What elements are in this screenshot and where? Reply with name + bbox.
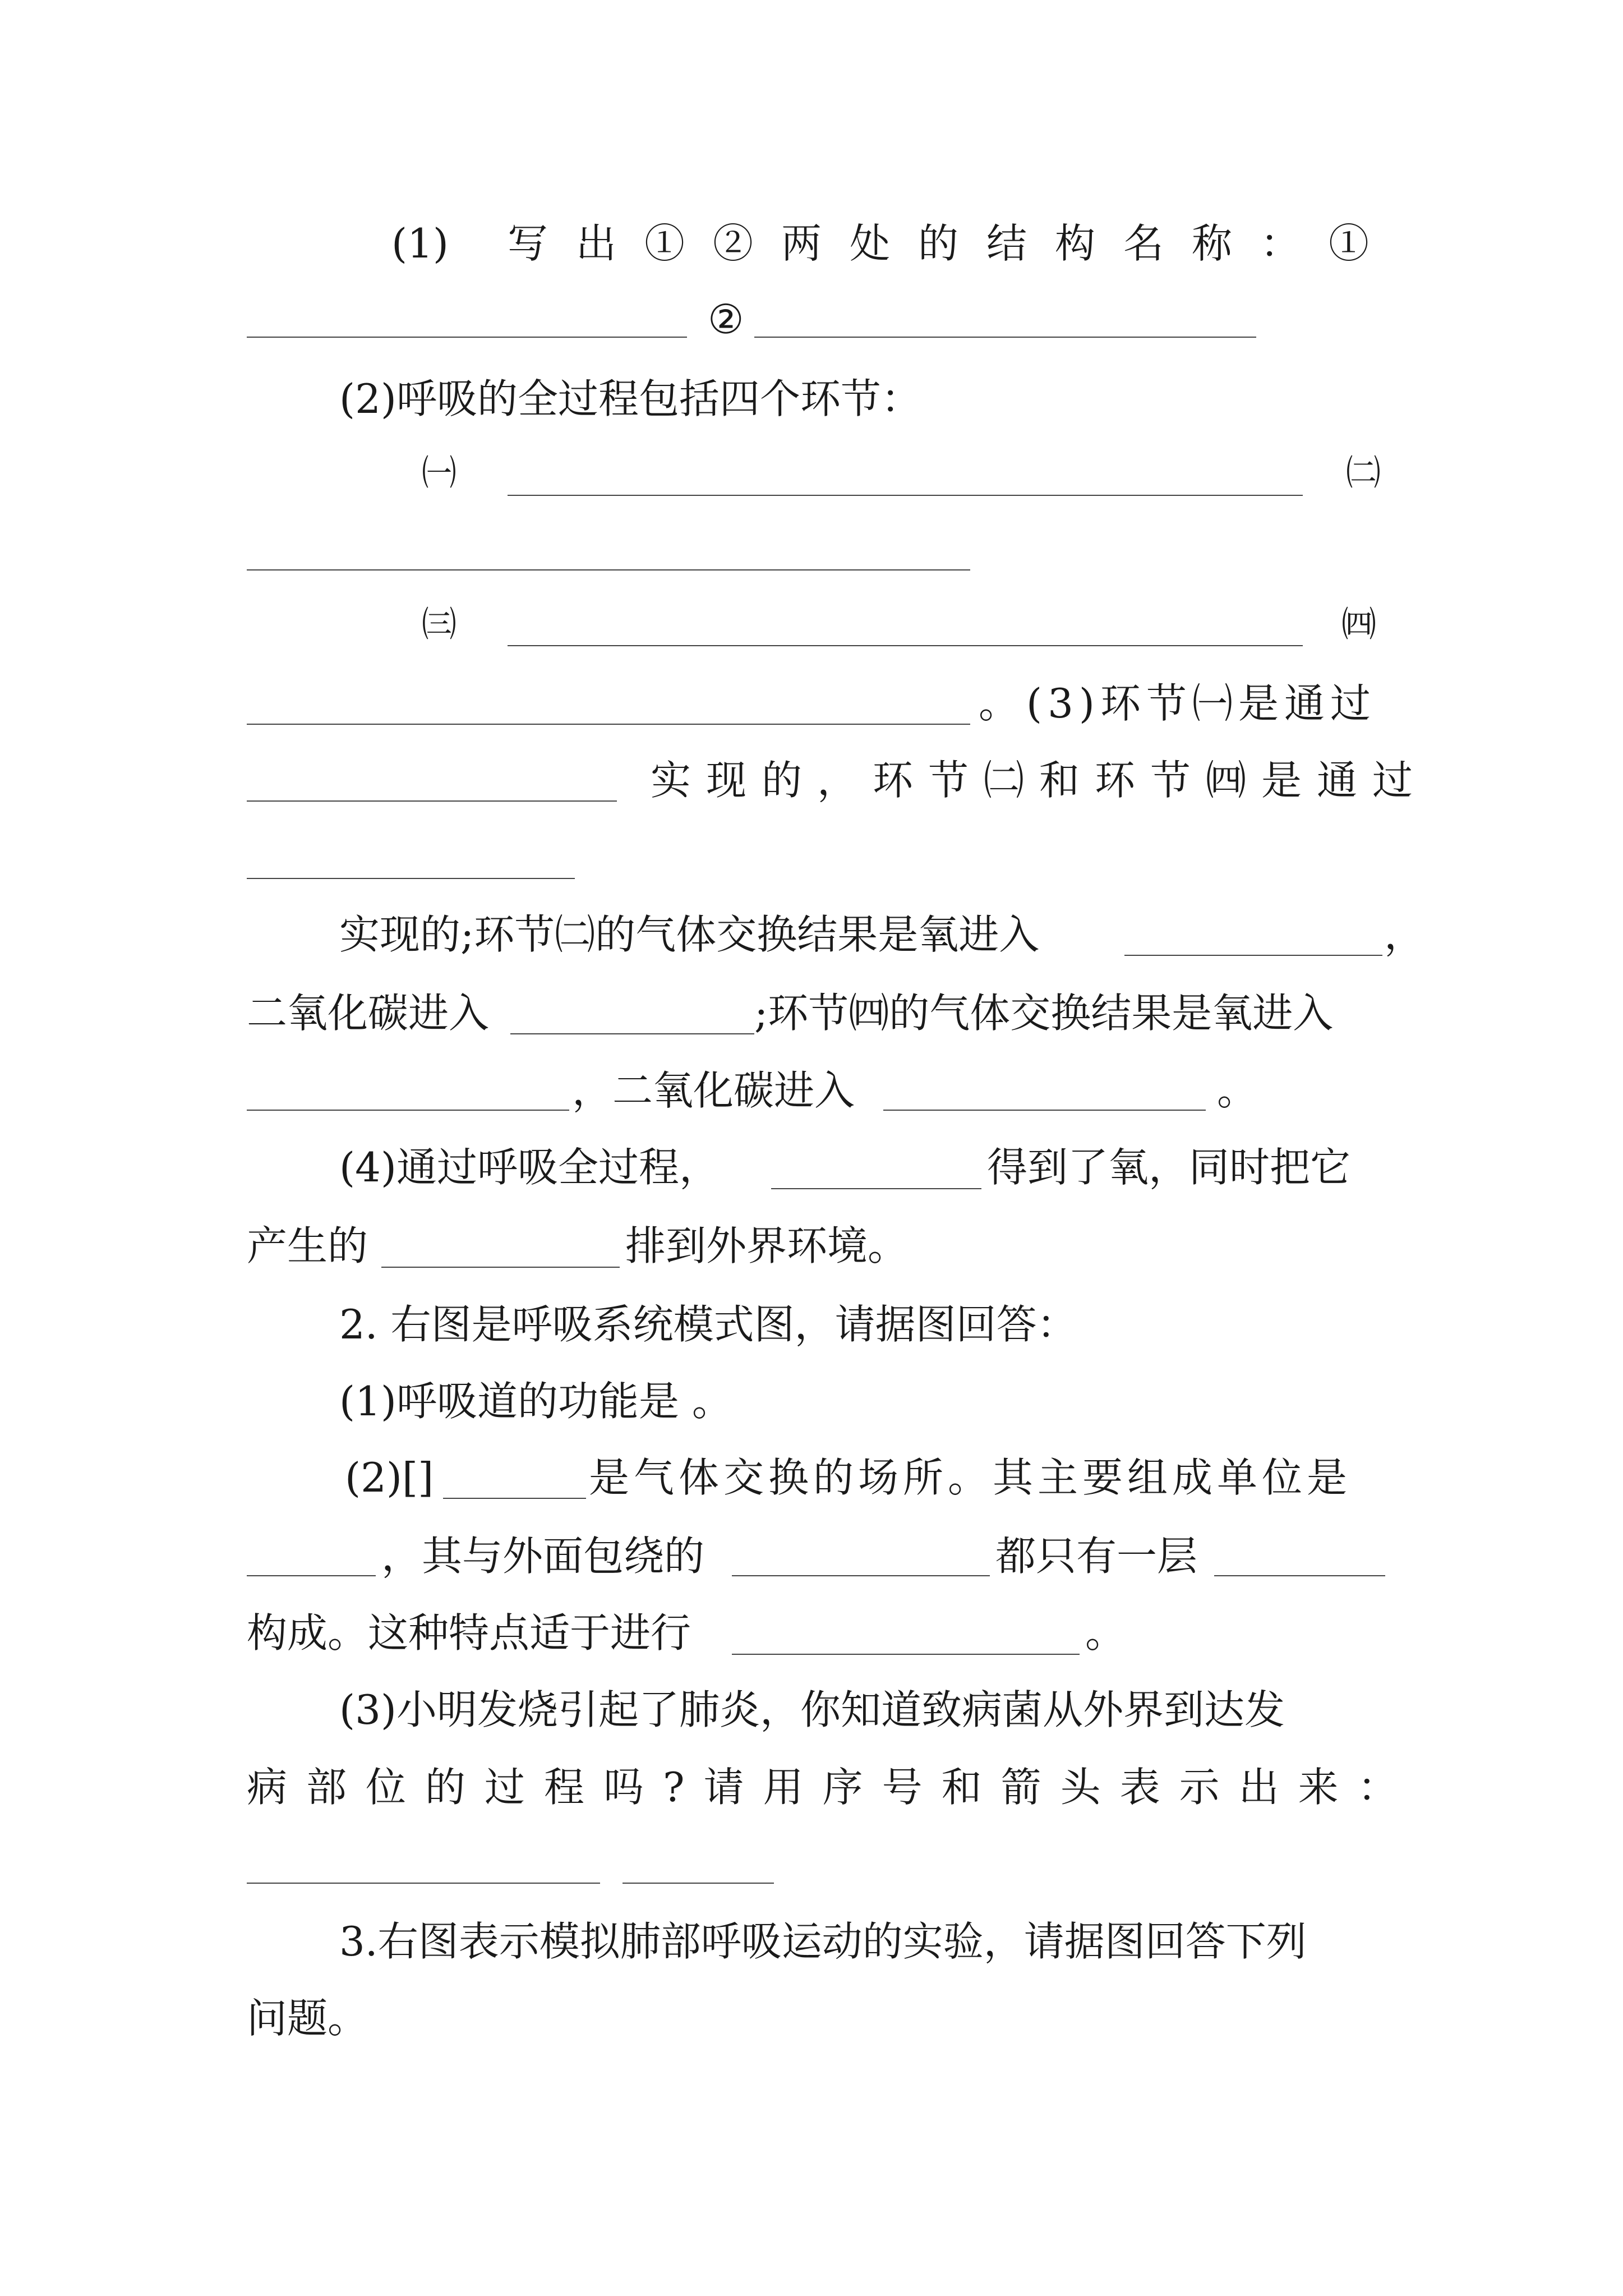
- q1-sub3-b-line: [651, 757, 1428, 804]
- q2-sub2-a: (2)[]: [345, 1454, 434, 1501]
- q1-sub4-b: 得到了氧，同时把它: [987, 1144, 1351, 1191]
- q2-sub3-a-line: [339, 1686, 1285, 1733]
- q1-sub3-comma-line: [1384, 911, 1425, 958]
- answer-blank-surrounding[interactable]: [732, 1575, 990, 1576]
- answer-blank-suited-for[interactable]: [732, 1654, 1080, 1655]
- step-1-label: ㈠: [422, 452, 457, 493]
- answer-blank-co2-into-1[interactable]: [510, 1033, 754, 1034]
- q2-sub2-a-line: [345, 1454, 434, 1501]
- q2-title: 2. 右图是呼吸系统模式图，请据图回答：: [339, 1301, 1077, 1348]
- q1-sub3-b: 实现的，环节㈡和环节㈣是通过: [651, 757, 1428, 804]
- q2-sub2-e: 构成。这种特点适于进行: [247, 1609, 691, 1657]
- answer-blank-produced-gas[interactable]: [381, 1267, 620, 1268]
- q1-sub3-d: 二氧化碳进入: [247, 990, 490, 1037]
- q1-sub4-a-line: [339, 1144, 720, 1191]
- answer-blank-structure-1[interactable]: [247, 337, 687, 338]
- q2-sub2-f-line: [1085, 1609, 1126, 1657]
- q2-sub2-c: ，其与外面包绕的: [381, 1533, 705, 1580]
- step-2-label: ㈡: [1346, 452, 1381, 493]
- q1-sub1-text: 写出①②两处的结构名称：①: [508, 220, 1398, 267]
- q1-sub4-d: 排到外界环境。: [625, 1222, 909, 1269]
- q1-sub3-f-end: 。: [1217, 1067, 1258, 1114]
- answer-blank-unit[interactable]: [247, 1575, 376, 1576]
- q2-sub2-d-line: [995, 1533, 1198, 1580]
- q1-sub3-f: ，二氧化碳进入: [572, 1067, 855, 1114]
- q3-line1: [339, 1918, 1307, 1965]
- q1-sub4-d-line: [625, 1222, 909, 1269]
- q1-sub3-a: (3)环节㈠是通过: [1026, 680, 1376, 727]
- q1-sub1-text-line: [508, 220, 1398, 267]
- q2-sub2-e-line: [247, 1609, 691, 1657]
- q2-sub3-b-line: [247, 1764, 1417, 1811]
- answer-blank-oxygen-into-2[interactable]: [247, 1110, 569, 1111]
- answer-blank-who-gets-oxygen[interactable]: [771, 1188, 981, 1189]
- step-4-label: ㈣: [1341, 604, 1377, 645]
- q2-sub1: (1)呼吸道的功能是 。: [339, 1378, 732, 1425]
- answer-blank-step-1[interactable]: [508, 495, 1303, 496]
- q1-sub2-text: (2)呼吸的全过程包括四个环节：: [339, 375, 921, 422]
- q1-sub1-mark2: ②: [708, 296, 744, 343]
- answer-blank-structure-2[interactable]: [754, 337, 1256, 338]
- q2-title-line: [339, 1301, 1077, 1348]
- q1-sub3-f-end-line: [1217, 1067, 1258, 1114]
- step-4-label-line: [1341, 604, 1377, 645]
- q1-sub3-e: ;环节㈣的气体交换结果是氧进入: [754, 990, 1334, 1037]
- q1-sub4-c: 产生的: [247, 1222, 368, 1269]
- answer-blank-step-2[interactable]: [247, 569, 970, 570]
- step-3-label: ㈢: [422, 604, 457, 645]
- answer-blank-gas-exchange-site[interactable]: [443, 1498, 586, 1499]
- step-1-label-line: [422, 452, 457, 493]
- q2-sub2-b-line: [589, 1454, 1352, 1501]
- q1-sub3-a-line: [1026, 680, 1376, 727]
- q2-sub2-c-line: [381, 1533, 705, 1580]
- q1-sub3-comma: ，: [1384, 911, 1425, 958]
- q2-sub1-line: [339, 1378, 732, 1425]
- answer-blank-step1-method[interactable]: [247, 800, 617, 802]
- q1-sub3-d-line: [247, 990, 490, 1037]
- answer-blank-step24-method[interactable]: [247, 878, 575, 879]
- q1-period-line: [979, 680, 1020, 727]
- answer-blank-pathway-2[interactable]: [623, 1883, 774, 1884]
- q3-text-2: 问题。: [247, 1995, 368, 2042]
- q1-sub4-b-line: [987, 1144, 1351, 1191]
- q2-sub3-b: 病部位的过程吗?请用序号和箭头表示出来：: [247, 1764, 1417, 1811]
- q2-sub2-d: 都只有一层: [995, 1533, 1198, 1580]
- q1-sub1-line: [391, 220, 449, 267]
- q1-sub1-mark2-line: [708, 296, 744, 343]
- q2-sub2-b: 是气体交换的场所。其主要组成单位是: [589, 1454, 1352, 1501]
- q1-period: 。: [979, 680, 1020, 727]
- answer-blank-step-3[interactable]: [508, 645, 1303, 646]
- q1-sub4-a: (4)通过呼吸全过程，: [339, 1144, 720, 1191]
- q3-line2: [247, 1995, 368, 2042]
- q1-sub4-c-line: [247, 1222, 368, 1269]
- step-2-label-line: [1346, 452, 1381, 493]
- q2-sub3-a: (3)小明发烧引起了肺炎，你知道致病菌从外界到达发: [339, 1686, 1285, 1733]
- answer-blank-cell-layer[interactable]: [1214, 1575, 1385, 1576]
- answer-blank-oxygen-into-1[interactable]: [1124, 955, 1382, 956]
- answer-blank-pathway-1[interactable]: [247, 1883, 600, 1884]
- answer-blank-co2-into-2[interactable]: [883, 1110, 1206, 1111]
- q2-sub2-f: 。: [1085, 1609, 1126, 1657]
- q1-sub2-line: [339, 375, 921, 422]
- q1-sub3-e-line: [754, 990, 1334, 1037]
- q1-sub3-c-line: [339, 911, 1040, 958]
- q1-sub3-f-line: [572, 1067, 855, 1114]
- answer-blank-step-4[interactable]: [247, 724, 970, 725]
- q3-text-1: 3.右图表示模拟肺部呼吸运动的实验，请据图回答下列: [339, 1918, 1307, 1965]
- q1-sub1-number: (1): [391, 220, 449, 267]
- q1-sub3-c: 实现的;环节㈡的气体交换结果是氧进入: [339, 911, 1040, 958]
- step-3-label-line: [422, 604, 457, 645]
